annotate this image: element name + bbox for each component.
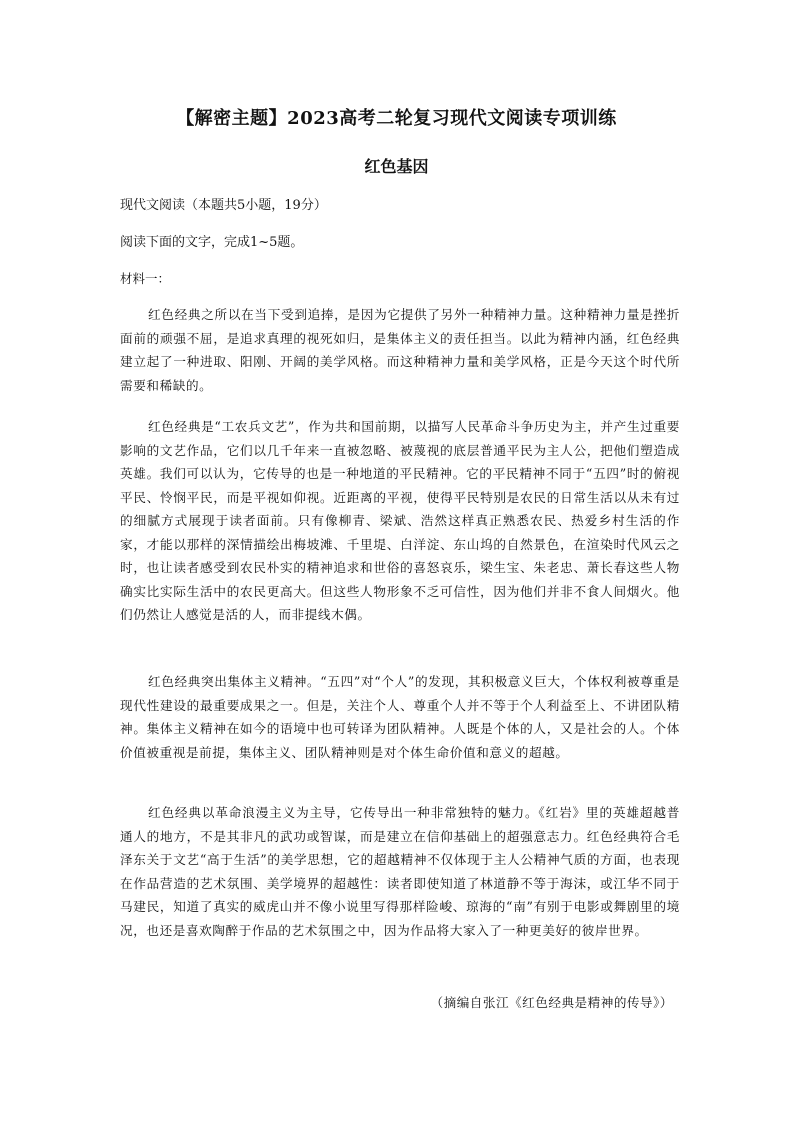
paragraph: 红色经典之所以在当下受到追捧，是因为它提供了另外一种精神力量。这种精神力量是挫折面前的顽强不屈，是追求真理的视死如归，是集体主义的责任担当。以此为精神内涵，红色经典建立起了一种进取、阳刚、开阔的美学风格。而这种精神力量和美学风格，正是今天这个时代所需要和稀缺的。 (120, 307, 680, 393)
page-title: 【解密主题】2023高考二轮复习现代文阅读专项训练 (176, 108, 617, 129)
paragraph: 红色经典是“工农兵文艺”，作为共和国前期，以描写人民革命斗争历史为主，并产生过重要影响的文艺作品，它们以几千年来一直被忽略、被蔑视的底层普通平民为主人公，把他们塑造成英雄。我们可以认为，它传导的也是一种地道的平民精神。它的平民精神不同于“五四”时的俯视平民、怜悯平民，而是平视如仰视。近距离的平视，使得平民特别是农民的日常生活以从未有过的细腻方式展现于读者面前。只有像柳青、梁斌、浩然这样真正熟悉农民、热爱乡村生活的作家，才能以那样的深情描绘出梅坡滩、千里堤、白洋淀、东山坞的自然景色，在渲染时代风云之时，也让读者感受到农民朴实的精神追求和世俗的喜怒哀乐，梁生宝、朱老忠、萧长春这些人物确实比实际生活中的农民更高大。但这些人物形象不乏可信性，因为他们并非不食人间烟火。他们仍然让人感觉是活的人，而非提线木偶。 (120, 419, 680, 622)
paragraph: 红色经典以革命浪漫主义为主导，它传导出一种非常独特的魅力。《红岩》里的英雄超越普通人的地方，不是其非凡的武功或智谋，而是建立在信仰基础上的超强意志力。红色经典符合毛泽东关于文艺“高于生活”的美学思想，它的超越精神不仅体现于主人公精神气质的方面，也表现在作品营造的艺术氛围、美学境界的超越性：读者即使知道了林道静不等于海沫，或江华不同于马建民，知道了真实的威虎山并不像小说里写得那样险峻、琼海的“南”有别于电影或舞剧里的境况，也还是喜欢陶醉于作品的艺术氛围之中，因为作品将大家入了一种更美好的彼岸世界。 (120, 805, 680, 938)
page-subtitle: 红色基因 (364, 157, 429, 176)
section-header: 现代文阅读（本题共5小题，19分） (120, 198, 327, 213)
source-citation: （摘编自张江《红色经典是精神的传导》） (430, 995, 673, 1010)
material-label: 材料一： (120, 271, 171, 286)
paragraph: 红色经典突出集体主义精神。“五四”对“个人”的发现，其积极意义巨大，个体权利被尊重是现代性建设的最重要成果之一。但是，关注个人、尊重个人并不等于个人利益至上、不讲团队精神。集体主义精神在如今的语境中也可转译为团队精神。人既是个体的人，又是社会的人。个体价值被重视是前提，集体主义、团队精神则是对个体生命价值和意义的超越。 (120, 674, 680, 760)
instruction-text: 阅读下面的文字，完成1~5题。 (120, 235, 304, 250)
